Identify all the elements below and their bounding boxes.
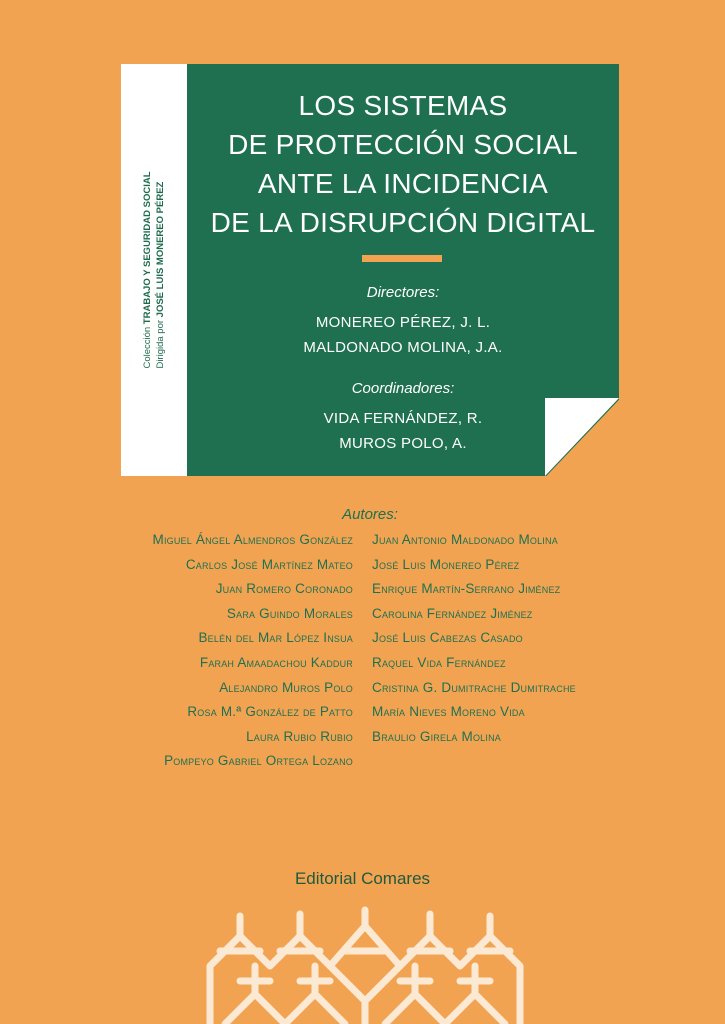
author-name: Raquel Vida Fernández (372, 654, 506, 670)
title-line: ANTE LA INCIDENCIA (257, 168, 549, 199)
directors-label: Directores: (366, 284, 440, 301)
title-line: DE PROTECCIÓN SOCIAL (228, 129, 578, 160)
author-name: Miguel Ángel Almendros González (152, 532, 353, 547)
authors-column-right (372, 528, 576, 749)
coordinators-label: Coordinadores: (351, 380, 455, 397)
author-name: José Luis Monereo Pérez (372, 556, 520, 572)
series-editor-name: JOSÉ LUIS MONEREO PÉREZ (155, 181, 166, 318)
authors-label: Autores: (342, 506, 398, 523)
author-name: Pompeyo Gabriel Ortega Lozano (164, 753, 353, 769)
author-name: Enrique Martín-Serrano Jiménez (372, 581, 561, 597)
directors-list (187, 310, 619, 360)
collection-prefix: Colección (142, 326, 153, 369)
publisher-name: Editorial Comares (294, 869, 431, 888)
author-name: José Luis Cabezas Casado (372, 630, 523, 646)
coordinator-name: VIDA FERNÁNDEZ, R. (323, 410, 483, 427)
author-name: Carolina Fernández Jiménez (372, 605, 533, 621)
author-name: Carlos José Martínez Mateo (185, 556, 353, 572)
author-name: Sara Guindo Morales (226, 605, 353, 621)
author-name: Belén del Mar López Insua (198, 630, 353, 646)
author-name: Juan Romero Coronado (215, 581, 353, 597)
collection-line (141, 171, 154, 368)
series-editor-line (154, 171, 167, 368)
director-name: MONEREO PÉREZ, J. L. (315, 314, 491, 331)
author-name: Braulio Girela Molina (372, 728, 501, 744)
author-name: Juan Antonio Maldonado Molina (372, 532, 558, 547)
collection-name: TRABAJO Y SEGURIDAD SOCIAL (142, 171, 153, 325)
title-divider (362, 255, 442, 262)
authors-column-left (153, 528, 354, 774)
author-name: María Nieves Moreno Vida (372, 704, 525, 720)
author-name: Farah Amaadachou Kaddur (199, 654, 353, 670)
coordinator-name: MUROS POLO, A. (339, 435, 467, 452)
director-name: MALDONADO MOLINA, J.A. (303, 339, 503, 356)
title-line: DE LA DISRUPCIÓN DIGITAL (210, 207, 596, 238)
coordinators-list (187, 406, 619, 456)
title-line: LOS SISTEMAS (298, 90, 508, 121)
author-name: Laura Rubio Rubio (246, 728, 353, 744)
series-editor-prefix: Dirigida por (155, 319, 166, 369)
author-name: Rosa M.ª González de Patto (187, 704, 353, 720)
author-name: Cristina G. Dumitrache Dumitrache (372, 679, 576, 695)
book-title (187, 86, 619, 242)
collection-text (141, 171, 167, 368)
author-name: Alejandro Muros Polo (219, 679, 353, 695)
geometric-ornament-icon (200, 906, 530, 1024)
